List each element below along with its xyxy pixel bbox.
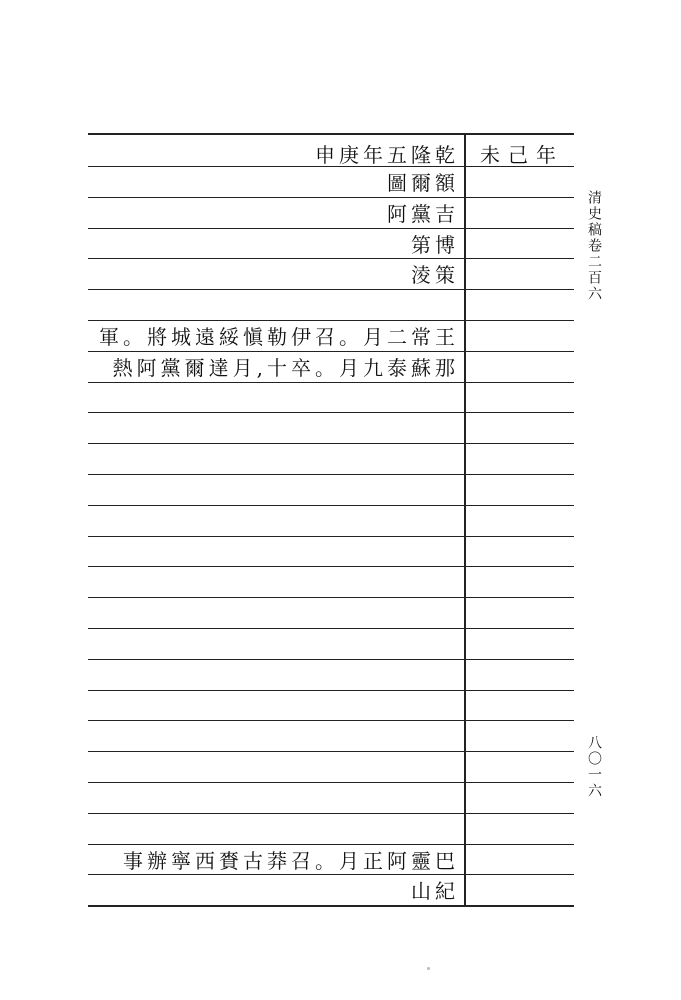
row-rule [88, 197, 574, 198]
row-rule [88, 258, 574, 259]
table-row-left: 事辦寧西賚古莽召。月正阿靈巴 [123, 849, 459, 873]
row-rule [88, 412, 574, 413]
row-rule [88, 474, 574, 475]
running-title-text: 清史稿卷二百六 [586, 190, 602, 302]
row-rule [88, 751, 574, 752]
row-rule [88, 690, 574, 691]
row-rule [88, 320, 574, 321]
row-rule [88, 597, 574, 598]
row-rule [88, 813, 574, 814]
header-left-cell: 申庚年五隆乾 [315, 143, 459, 167]
row-rule [88, 289, 574, 290]
page-number [585, 735, 605, 799]
row-rule [88, 628, 574, 629]
top-rule [88, 133, 574, 135]
speck [427, 967, 430, 970]
page-number-text: 八〇一六 [586, 735, 602, 799]
row-rule [88, 782, 574, 783]
table-row-left: 淩策 [411, 263, 459, 287]
row-rule [88, 844, 574, 845]
row-rule [88, 505, 574, 506]
table-row-left: 熱阿黨爾達月,十卒。月九泰蘇那 [112, 356, 459, 380]
column-divider [464, 133, 466, 905]
running-title [585, 190, 605, 302]
table-row-left: 第博 [411, 233, 459, 257]
row-rule [88, 905, 574, 907]
row-rule [88, 720, 574, 721]
header-right-cell: 未己年 [480, 143, 564, 167]
table-row-left: 軍。將城遠綏愼勒伊召。月二常王 [99, 325, 459, 349]
table-row-left: 阿黨吉 [387, 202, 459, 226]
row-rule [88, 228, 574, 229]
table-row-left: 圖爾額 [387, 171, 459, 195]
row-rule [88, 443, 574, 444]
row-rule [88, 536, 574, 537]
row-rule [88, 566, 574, 567]
row-rule [88, 659, 574, 660]
table-row-left: 山紀 [411, 879, 459, 903]
